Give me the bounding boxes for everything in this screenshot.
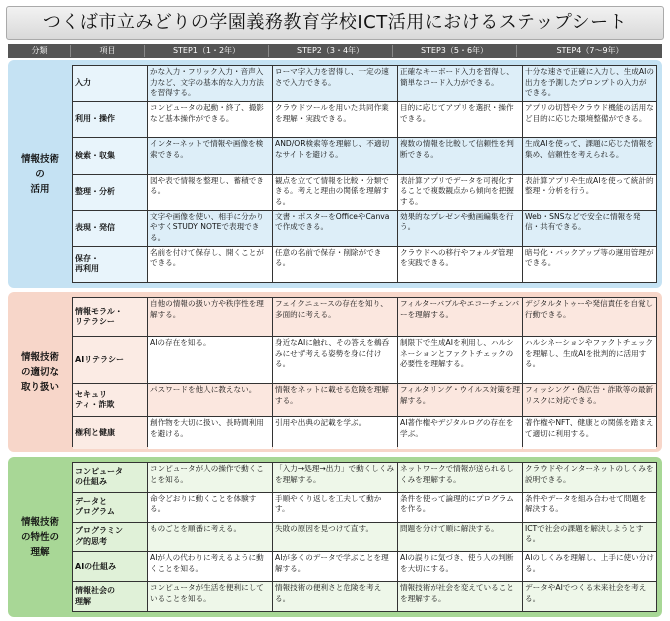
step1-cell: ものごとを順番に考える。 — [148, 523, 272, 552]
step2-cell: 「入力→処理→出力」で動くしくみを理解する。 — [273, 463, 397, 492]
header-step4: STEP4（7〜9年） — [556, 46, 624, 55]
step4-cell: 十分な速さで正確に入力し、生成AIの出力を予測したプロンプトの入力ができる。 — [523, 66, 656, 101]
step1-cell: かな入力・フリック入力・音声入力など、文字の基本的な入力方法を習得する。 — [148, 66, 272, 101]
step4-cell: デジタルタトゥーや発信責任を自覚し行動できる。 — [523, 298, 656, 336]
step1-cell: 創作物を大切に扱い、長時間利用を避ける。 — [148, 417, 272, 449]
row-item-label: コンピュータ の仕組み — [73, 463, 147, 492]
step2-cell: 失敗の原因を見つけて直す。 — [273, 523, 397, 552]
header-step2: STEP2（3・4年） — [269, 45, 393, 57]
step4-cell: クラウドやインターネットのしくみを説明できる。 — [523, 463, 656, 492]
step3-cell: ネットワークで情報が送られるしくみを理解する。 — [398, 463, 522, 492]
step3-cell: 表計算アプリでデータを可視化することで複数観点から傾向を把握する。 — [398, 175, 522, 210]
step2-cell: 引用や出典の記載を学ぶ。 — [273, 417, 397, 449]
step2-cell: クラウドツールを用いた共同作業を理解・実践できる。 — [273, 102, 397, 137]
row-item-label: AIの仕組み — [73, 552, 147, 581]
step1-cell: AIが人の代わりに考えるように動くことを知る。 — [148, 552, 272, 581]
section-grid — [72, 65, 657, 283]
page-title: つくば市立みどりの学園義務教育学校ICT活用におけるステップシート — [6, 6, 664, 40]
row-item-label: 整理・分析 — [73, 175, 147, 210]
step4-cell: 暗号化・バックアップ等の運用管理ができる。 — [523, 247, 656, 282]
row-item-label: プログラミン グ的思考 — [73, 523, 147, 552]
step3-cell: 正確なキーボード入力を習得し、簡単なコード入力ができる。 — [398, 66, 522, 101]
section-label: 情報技術 の特性の 理解 — [20, 516, 59, 558]
step2-cell: 手順やくり返しを工夫して動かす。 — [273, 493, 397, 522]
step4-cell: データやAIでつくる未来社会を考える。 — [523, 582, 656, 611]
step2-cell: 身近なAIに触れ、その答えを鵜呑みにせず考える姿勢を身に付ける。 — [273, 337, 397, 383]
section-label: 情報技術 の 活用 — [20, 153, 59, 195]
section-label: 情報技術 の適切な 取り扱い — [20, 351, 59, 393]
step4-cell: Web・SNSなどで安全に情報を発信・共有できる。 — [523, 211, 656, 246]
row-item-label: セキュリ ティ・詐欺 — [73, 384, 147, 416]
section-grid — [72, 462, 657, 612]
section-ict-use — [8, 60, 662, 288]
step4-cell: ICTで社会の課題を解決しようとする。 — [523, 523, 656, 552]
step4-cell: 著作権やNFT、健康との関係を踏まえて適切に利用する。 — [523, 417, 656, 449]
step2-cell: 観点を立てて情報を比較・分類できる。考えと理由の関係を理解する。 — [273, 175, 397, 210]
section-grid — [72, 297, 657, 447]
header-category: 分類 — [9, 45, 71, 57]
step1-cell: 命令どおりに動くことを体験する。 — [148, 493, 272, 522]
step2-cell: 情報技術の便利さと危険を考える。 — [273, 582, 397, 611]
row-item-label: 保存・ 再利用 — [73, 247, 147, 282]
step3-cell: 条件を使って論理的にプログラムを作る。 — [398, 493, 522, 522]
step4-cell: フィッシング・偽広告・詐欺等の最新リスクに対応できる。 — [523, 384, 656, 416]
step1-cell: 名前を付けて保存し、開くことができる。 — [148, 247, 272, 282]
step2-cell: AND/OR検索等を理解し、不適切なサイトを避ける。 — [273, 138, 397, 173]
row-item-label: 検索・収集 — [73, 138, 147, 173]
row-item-label: データと プログラム — [73, 493, 147, 522]
row-item-label: 表現・発信 — [73, 211, 147, 246]
step1-cell: コンピュータが生活を便利にしていることを知る。 — [148, 582, 272, 611]
row-item-label: 情報社会の 理解 — [73, 582, 147, 611]
step2-cell: フェイクニュースの存在を知り、多面的に考える。 — [273, 298, 397, 336]
row-item-label: 入力 — [73, 66, 147, 101]
step3-cell: クラウドへの移行やフォルダ管理を実践できる。 — [398, 247, 522, 282]
step3-cell: フィルタリング・ウイルス対策を理解する。 — [398, 384, 522, 416]
step2-cell: 文書・ポスターをOfficeやCanvaで作成できる。 — [273, 211, 397, 246]
step3-cell: 情報技術が社会を変えていることを理解する。 — [398, 582, 522, 611]
step1-cell: AIの存在を知る。 — [148, 337, 272, 383]
step1-cell: コンピュータが人の操作で動くことを知る。 — [148, 463, 272, 492]
step1-cell: インターネットで情報や画像を検索できる。 — [148, 138, 272, 173]
table-header — [8, 44, 662, 58]
step4-cell: 表計算アプリや生成AIを使って統計的整理・分析を行う。 — [523, 175, 656, 210]
step4-cell: ハルシネーションやファクトチェックを理解し、生成AIを批判的に活用する。 — [523, 337, 656, 383]
step1-cell: パスワードを他人に教えない。 — [148, 384, 272, 416]
step1-cell: コンピュータの起動・終了、撮影など基本操作ができる。 — [148, 102, 272, 137]
header-item: 項目 — [71, 45, 145, 57]
step4-cell: 生成AIを使って、課題に応じた情報を集め、信頼性を考えられる。 — [523, 138, 656, 173]
step3-cell: AI著作権やデジタルログの存在を学ぶ。 — [398, 417, 522, 449]
step4-cell: アプリの切替やクラウド機能の活用など目的に応じた環境整備ができる。 — [523, 102, 656, 137]
step4-cell: AIのしくみを理解し、上手に使い分ける。 — [523, 552, 656, 581]
section-appropriate-handling — [8, 292, 662, 452]
step2-cell: 情報をネットに載せる危険を理解する。 — [273, 384, 397, 416]
row-item-label: 利用・操作 — [73, 102, 147, 137]
step3-cell: 制限下で生成AIを利用し、ハルシネーションとファクトチェックの必要性を理解する。 — [398, 337, 522, 383]
step1-cell: 自他の情報の扱い方や秩序性を理解する。 — [148, 298, 272, 336]
step3-cell: 複数の情報を比較して信頼性を判断できる。 — [398, 138, 522, 173]
step3-cell: 問題を分けて順に解決する。 — [398, 523, 522, 552]
step3-cell: 効果的なプレゼンや動画編集を行う。 — [398, 211, 522, 246]
step1-cell: 文字や画像を使い、相手に分かりやすくSTUDY NOTEで表現できる。 — [148, 211, 272, 246]
header-step3: STEP3（5・6年） — [393, 45, 517, 57]
step2-cell: 任意の名前で保存・削除ができる。 — [273, 247, 397, 282]
row-item-label: AIリテラシー — [73, 337, 147, 383]
row-item-label: 情報モラル・ リテラシー — [73, 298, 147, 336]
step4-cell: 条件やデータを組み合わせて問題を解決する。 — [523, 493, 656, 522]
step3-cell: フィルターバブルやエコーチェンバーを理解する。 — [398, 298, 522, 336]
step2-cell: ローマ字入力を習得し、一定の速さで入力できる。 — [273, 66, 397, 101]
section-understanding-characteristics — [8, 457, 662, 617]
header-step1: STEP1（1・2年） — [145, 45, 269, 57]
row-item-label: 権利と健康 — [73, 417, 147, 449]
step2-cell: AIが多くのデータで学ぶことを理解する。 — [273, 552, 397, 581]
step3-cell: AIの誤りに気づき、使う人の判断を大切にする。 — [398, 552, 522, 581]
step1-cell: 図や表で情報を整理し、蓄積できる。 — [148, 175, 272, 210]
step3-cell: 目的に応じてアプリを選択・操作できる。 — [398, 102, 522, 137]
